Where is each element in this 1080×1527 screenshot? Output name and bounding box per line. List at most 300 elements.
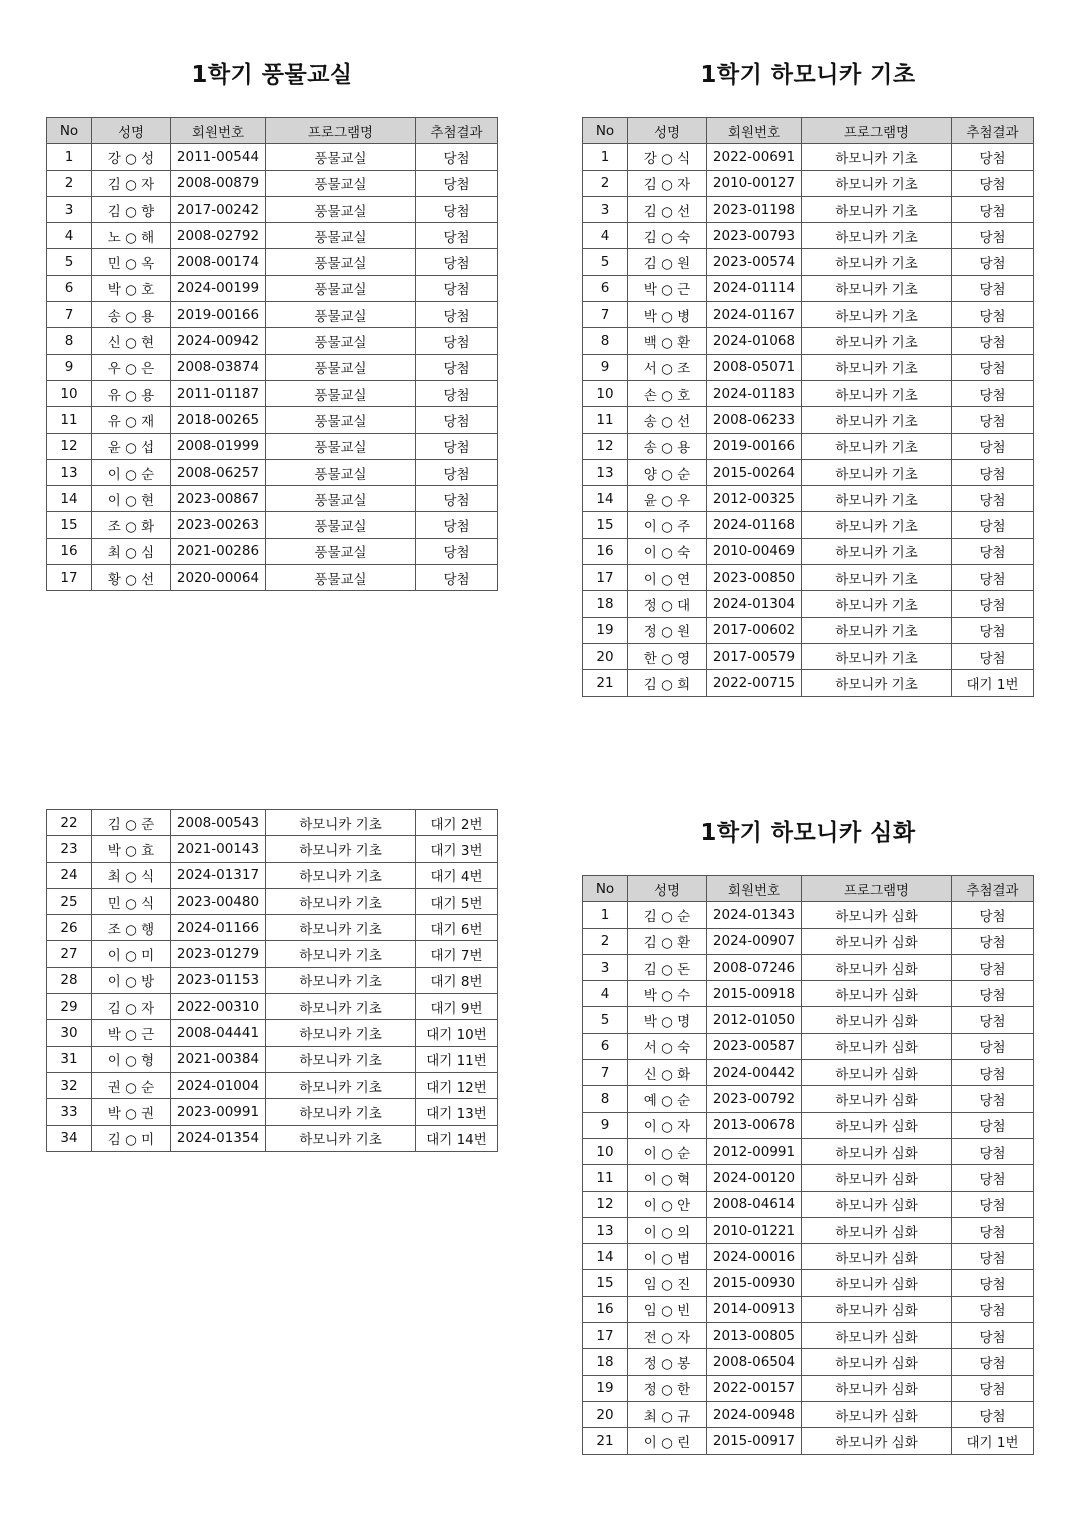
header-row bbox=[583, 118, 1034, 144]
table-row bbox=[583, 1270, 1034, 1296]
result-cell: 당첨 bbox=[952, 328, 1034, 354]
result-cell: 당첨 bbox=[952, 354, 1034, 380]
table-row bbox=[47, 354, 498, 380]
no-cell: 4 bbox=[47, 223, 92, 249]
table-row bbox=[583, 1060, 1034, 1086]
program-cell: 하모니카 심화 bbox=[802, 1191, 952, 1217]
member-id-cell: 2008-02792 bbox=[171, 223, 266, 249]
no-cell: 2 bbox=[583, 928, 628, 954]
member-id-cell: 2024-01168 bbox=[707, 512, 802, 538]
no-cell: 14 bbox=[47, 486, 92, 512]
member-id-cell: 2008-06233 bbox=[707, 407, 802, 433]
result-cell: 대기 5번 bbox=[416, 888, 498, 914]
name-cell: 이 ○ 현 bbox=[92, 486, 171, 512]
name-cell: 김 ○ 환 bbox=[628, 928, 707, 954]
table-row bbox=[583, 486, 1034, 512]
result-cell: 당첨 bbox=[416, 275, 498, 301]
no-cell: 23 bbox=[47, 836, 92, 862]
name-cell: 전 ○ 자 bbox=[628, 1323, 707, 1349]
name-cell: 민 ○ 식 bbox=[92, 888, 171, 914]
member-id-cell: 2008-04441 bbox=[171, 1020, 266, 1046]
program-cell: 하모니카 심화 bbox=[802, 1323, 952, 1349]
result-cell: 당첨 bbox=[416, 354, 498, 380]
program-cell: 풍물교실 bbox=[266, 538, 416, 564]
name-cell: 김 ○ 자 bbox=[628, 170, 707, 196]
result-cell: 당첨 bbox=[952, 302, 1034, 328]
program-cell: 풍물교실 bbox=[266, 407, 416, 433]
name-cell: 이 ○ 형 bbox=[92, 1046, 171, 1072]
name-cell: 박 ○ 명 bbox=[628, 1007, 707, 1033]
result-cell: 당첨 bbox=[952, 275, 1034, 301]
no-cell: 15 bbox=[583, 1270, 628, 1296]
name-cell: 정 ○ 한 bbox=[628, 1375, 707, 1401]
table-row bbox=[583, 981, 1034, 1007]
member-id-cell: 2021-00286 bbox=[171, 538, 266, 564]
member-id-cell: 2015-00264 bbox=[707, 459, 802, 485]
name-cell: 양 ○ 순 bbox=[628, 459, 707, 485]
no-cell: 3 bbox=[47, 196, 92, 222]
name-cell: 김 ○ 원 bbox=[628, 249, 707, 275]
member-id-cell: 2023-00480 bbox=[171, 888, 266, 914]
member-id-cell: 2017-00579 bbox=[707, 643, 802, 669]
name-cell: 황 ○ 선 bbox=[92, 565, 171, 591]
member-id-cell: 2022-00691 bbox=[707, 144, 802, 170]
program-cell: 하모니카 기초 bbox=[266, 862, 416, 888]
name-cell: 임 ○ 진 bbox=[628, 1270, 707, 1296]
name-cell: 김 ○ 준 bbox=[92, 810, 171, 836]
result-cell: 당첨 bbox=[952, 1375, 1034, 1401]
name-cell: 강 ○ 성 bbox=[92, 144, 171, 170]
program-cell: 하모니카 기초 bbox=[802, 512, 952, 538]
table-row bbox=[583, 275, 1034, 301]
no-cell: 12 bbox=[47, 433, 92, 459]
result-cell: 대기 14번 bbox=[416, 1125, 498, 1151]
name-cell: 최 ○ 심 bbox=[92, 538, 171, 564]
table-row bbox=[47, 565, 498, 591]
table-row bbox=[583, 1428, 1034, 1454]
program-cell: 하모니카 기초 bbox=[266, 1046, 416, 1072]
name-cell: 이 ○ 범 bbox=[628, 1244, 707, 1270]
no-cell: 25 bbox=[47, 888, 92, 914]
result-cell: 당첨 bbox=[952, 981, 1034, 1007]
no-cell: 1 bbox=[583, 144, 628, 170]
table-row bbox=[583, 643, 1034, 669]
no-cell: 13 bbox=[583, 459, 628, 485]
program-cell: 하모니카 심화 bbox=[802, 1138, 952, 1164]
program-cell: 하모니카 심화 bbox=[802, 1060, 952, 1086]
program-cell: 하모니카 기초 bbox=[802, 223, 952, 249]
member-id-cell: 2008-00879 bbox=[171, 170, 266, 196]
member-id-cell: 2015-00918 bbox=[707, 981, 802, 1007]
name-cell: 이 ○ 미 bbox=[92, 941, 171, 967]
header-row bbox=[47, 118, 498, 144]
table-row bbox=[583, 1007, 1034, 1033]
result-cell: 당첨 bbox=[416, 223, 498, 249]
program-cell: 하모니카 기초 bbox=[266, 941, 416, 967]
member-id-cell: 2024-01343 bbox=[707, 902, 802, 928]
member-id-cell: 2024-01167 bbox=[707, 302, 802, 328]
result-cell: 당첨 bbox=[416, 433, 498, 459]
result-cell: 당첨 bbox=[952, 1138, 1034, 1164]
result-cell: 대기 8번 bbox=[416, 967, 498, 993]
member-id-cell: 2024-01317 bbox=[171, 862, 266, 888]
result-cell: 당첨 bbox=[416, 538, 498, 564]
table-row bbox=[583, 538, 1034, 564]
member-id-cell: 2017-00602 bbox=[707, 617, 802, 643]
no-cell: 27 bbox=[47, 941, 92, 967]
table-row bbox=[583, 1138, 1034, 1164]
result-cell: 당첨 bbox=[416, 459, 498, 485]
member-id-cell: 2023-00263 bbox=[171, 512, 266, 538]
program-cell: 하모니카 기초 bbox=[266, 967, 416, 993]
member-id-cell: 2012-00325 bbox=[707, 486, 802, 512]
program-cell: 하모니카 기초 bbox=[802, 617, 952, 643]
result-cell: 당첨 bbox=[952, 1217, 1034, 1243]
member-id-cell: 2021-00384 bbox=[171, 1046, 266, 1072]
no-cell: 3 bbox=[583, 954, 628, 980]
no-cell: 19 bbox=[583, 617, 628, 643]
no-cell: 13 bbox=[47, 459, 92, 485]
section-title-harmonica-advanced: 1학기 하모니카 심화 bbox=[700, 820, 916, 846]
column-header: 프로그램명 bbox=[266, 118, 416, 144]
table-row bbox=[47, 810, 498, 836]
program-cell: 하모니카 기초 bbox=[802, 591, 952, 617]
no-cell: 8 bbox=[47, 328, 92, 354]
program-cell: 하모니카 심화 bbox=[802, 1217, 952, 1243]
program-cell: 하모니카 기초 bbox=[802, 275, 952, 301]
no-cell: 34 bbox=[47, 1125, 92, 1151]
name-cell: 조 ○ 화 bbox=[92, 512, 171, 538]
table-row bbox=[583, 670, 1034, 696]
result-cell: 당첨 bbox=[416, 170, 498, 196]
name-cell: 서 ○ 숙 bbox=[628, 1033, 707, 1059]
no-cell: 17 bbox=[47, 565, 92, 591]
name-cell: 이 ○ 안 bbox=[628, 1191, 707, 1217]
no-cell: 26 bbox=[47, 915, 92, 941]
member-id-cell: 2010-00469 bbox=[707, 538, 802, 564]
column-header: 회원번호 bbox=[171, 118, 266, 144]
no-cell: 10 bbox=[583, 1138, 628, 1164]
result-cell: 당첨 bbox=[952, 902, 1034, 928]
column-header: No bbox=[47, 118, 92, 144]
no-cell: 28 bbox=[47, 967, 92, 993]
program-cell: 하모니카 심화 bbox=[802, 1401, 952, 1427]
member-id-cell: 2019-00166 bbox=[707, 433, 802, 459]
no-cell: 14 bbox=[583, 1244, 628, 1270]
program-cell: 하모니카 심화 bbox=[802, 928, 952, 954]
table-row bbox=[583, 459, 1034, 485]
table-row bbox=[583, 954, 1034, 980]
no-cell: 4 bbox=[583, 981, 628, 1007]
name-cell: 정 ○ 원 bbox=[628, 617, 707, 643]
name-cell: 정 ○ 봉 bbox=[628, 1349, 707, 1375]
result-cell: 당첨 bbox=[952, 249, 1034, 275]
no-cell: 15 bbox=[583, 512, 628, 538]
result-cell: 당첨 bbox=[416, 328, 498, 354]
member-id-cell: 2013-00805 bbox=[707, 1323, 802, 1349]
member-id-cell: 2024-01183 bbox=[707, 380, 802, 406]
member-id-cell: 2019-00166 bbox=[171, 302, 266, 328]
program-cell: 하모니카 기초 bbox=[266, 994, 416, 1020]
program-cell: 하모니카 심화 bbox=[802, 1086, 952, 1112]
program-cell: 하모니카 기초 bbox=[266, 1125, 416, 1151]
name-cell: 송 ○ 선 bbox=[628, 407, 707, 433]
program-cell: 풍물교실 bbox=[266, 486, 416, 512]
table-row bbox=[47, 941, 498, 967]
result-cell: 대기 1번 bbox=[952, 1428, 1034, 1454]
program-cell: 하모니카 기초 bbox=[266, 1099, 416, 1125]
table-row bbox=[47, 380, 498, 406]
member-id-cell: 2024-01166 bbox=[171, 915, 266, 941]
no-cell: 2 bbox=[47, 170, 92, 196]
program-cell: 하모니카 심화 bbox=[802, 1296, 952, 1322]
no-cell: 5 bbox=[583, 1007, 628, 1033]
section-title-harmonica-basic: 1학기 하모니카 기초 bbox=[700, 62, 916, 88]
result-cell: 당첨 bbox=[952, 486, 1034, 512]
column-header: 회원번호 bbox=[707, 876, 802, 902]
result-cell: 당첨 bbox=[416, 302, 498, 328]
result-cell: 당첨 bbox=[416, 512, 498, 538]
table-row bbox=[583, 1217, 1034, 1243]
no-cell: 29 bbox=[47, 994, 92, 1020]
no-cell: 9 bbox=[583, 1112, 628, 1138]
result-cell: 당첨 bbox=[952, 1007, 1034, 1033]
table-row bbox=[47, 144, 498, 170]
program-cell: 풍물교실 bbox=[266, 328, 416, 354]
table-row bbox=[47, 223, 498, 249]
table-row bbox=[583, 1296, 1034, 1322]
program-cell: 하모니카 심화 bbox=[802, 1007, 952, 1033]
no-cell: 6 bbox=[47, 275, 92, 301]
member-id-cell: 2008-01999 bbox=[171, 433, 266, 459]
name-cell: 백 ○ 환 bbox=[628, 328, 707, 354]
table-row bbox=[47, 888, 498, 914]
name-cell: 박 ○ 근 bbox=[628, 275, 707, 301]
column-header: 추첨결과 bbox=[416, 118, 498, 144]
member-id-cell: 2023-01279 bbox=[171, 941, 266, 967]
table-row bbox=[583, 302, 1034, 328]
result-cell: 당첨 bbox=[952, 512, 1034, 538]
name-cell: 강 ○ 식 bbox=[628, 144, 707, 170]
no-cell: 6 bbox=[583, 275, 628, 301]
program-cell: 하모니카 심화 bbox=[802, 1112, 952, 1138]
table-row bbox=[47, 967, 498, 993]
result-cell: 당첨 bbox=[952, 407, 1034, 433]
name-cell: 이 ○ 순 bbox=[628, 1138, 707, 1164]
program-cell: 하모니카 기초 bbox=[802, 196, 952, 222]
no-cell: 5 bbox=[583, 249, 628, 275]
program-cell: 하모니카 기초 bbox=[802, 170, 952, 196]
result-cell: 당첨 bbox=[952, 1191, 1034, 1217]
program-cell: 하모니카 기초 bbox=[802, 538, 952, 564]
no-cell: 22 bbox=[47, 810, 92, 836]
member-id-cell: 2013-00678 bbox=[707, 1112, 802, 1138]
table-row bbox=[583, 144, 1034, 170]
member-id-cell: 2024-01004 bbox=[171, 1072, 266, 1098]
no-cell: 9 bbox=[583, 354, 628, 380]
no-cell: 33 bbox=[47, 1099, 92, 1125]
table-row bbox=[583, 433, 1034, 459]
result-cell: 당첨 bbox=[952, 617, 1034, 643]
name-cell: 노 ○ 해 bbox=[92, 223, 171, 249]
program-cell: 하모니카 기초 bbox=[802, 643, 952, 669]
program-cell: 풍물교실 bbox=[266, 249, 416, 275]
no-cell: 31 bbox=[47, 1046, 92, 1072]
result-cell: 대기 7번 bbox=[416, 941, 498, 967]
name-cell: 김 ○ 순 bbox=[628, 902, 707, 928]
table-row bbox=[583, 1165, 1034, 1191]
program-cell: 하모니카 기초 bbox=[266, 915, 416, 941]
member-id-cell: 2017-00242 bbox=[171, 196, 266, 222]
name-cell: 박 ○ 효 bbox=[92, 836, 171, 862]
program-cell: 하모니카 기초 bbox=[802, 328, 952, 354]
column-header: 성명 bbox=[92, 118, 171, 144]
name-cell: 박 ○ 권 bbox=[92, 1099, 171, 1125]
program-cell: 하모니카 기초 bbox=[802, 144, 952, 170]
table-harmonica-advanced bbox=[582, 875, 1034, 1455]
name-cell: 임 ○ 빈 bbox=[628, 1296, 707, 1322]
result-cell: 대기 6번 bbox=[416, 915, 498, 941]
member-id-cell: 2023-00867 bbox=[171, 486, 266, 512]
no-cell: 17 bbox=[583, 1323, 628, 1349]
result-cell: 대기 13번 bbox=[416, 1099, 498, 1125]
result-cell: 당첨 bbox=[952, 433, 1034, 459]
name-cell: 박 ○ 병 bbox=[628, 302, 707, 328]
name-cell: 이 ○ 주 bbox=[628, 512, 707, 538]
no-cell: 7 bbox=[583, 302, 628, 328]
member-id-cell: 2015-00917 bbox=[707, 1428, 802, 1454]
name-cell: 권 ○ 순 bbox=[92, 1072, 171, 1098]
member-id-cell: 2015-00930 bbox=[707, 1270, 802, 1296]
column-header: No bbox=[583, 118, 628, 144]
table-row bbox=[47, 275, 498, 301]
no-cell: 1 bbox=[47, 144, 92, 170]
name-cell: 최 ○ 식 bbox=[92, 862, 171, 888]
table-row bbox=[47, 1046, 498, 1072]
member-id-cell: 2023-01198 bbox=[707, 196, 802, 222]
name-cell: 송 ○ 용 bbox=[92, 302, 171, 328]
name-cell: 이 ○ 린 bbox=[628, 1428, 707, 1454]
result-cell: 당첨 bbox=[952, 1401, 1034, 1427]
result-cell: 대기 2번 bbox=[416, 810, 498, 836]
table-harmonica-basic-continued bbox=[46, 809, 498, 1152]
program-cell: 하모니카 심화 bbox=[802, 1349, 952, 1375]
no-cell: 10 bbox=[47, 380, 92, 406]
member-id-cell: 2024-00199 bbox=[171, 275, 266, 301]
result-cell: 당첨 bbox=[952, 170, 1034, 196]
result-cell: 당첨 bbox=[952, 1323, 1034, 1349]
name-cell: 박 ○ 호 bbox=[92, 275, 171, 301]
member-id-cell: 2008-06504 bbox=[707, 1349, 802, 1375]
table-row bbox=[583, 380, 1034, 406]
program-cell: 하모니카 기초 bbox=[802, 354, 952, 380]
no-cell: 7 bbox=[583, 1060, 628, 1086]
table-row bbox=[583, 1375, 1034, 1401]
program-cell: 풍물교실 bbox=[266, 170, 416, 196]
program-cell: 풍물교실 bbox=[266, 512, 416, 538]
result-cell: 대기 3번 bbox=[416, 836, 498, 862]
column-header: 추첨결과 bbox=[952, 876, 1034, 902]
program-cell: 하모니카 심화 bbox=[802, 902, 952, 928]
table-row bbox=[47, 862, 498, 888]
no-cell: 20 bbox=[583, 1401, 628, 1427]
no-cell: 18 bbox=[583, 1349, 628, 1375]
result-cell: 당첨 bbox=[952, 1112, 1034, 1138]
member-id-cell: 2010-01221 bbox=[707, 1217, 802, 1243]
table-row bbox=[47, 994, 498, 1020]
table-row bbox=[583, 1086, 1034, 1112]
result-cell: 당첨 bbox=[416, 565, 498, 591]
no-cell: 3 bbox=[583, 196, 628, 222]
no-cell: 13 bbox=[583, 1217, 628, 1243]
program-cell: 하모니카 기초 bbox=[266, 836, 416, 862]
result-cell: 당첨 bbox=[952, 565, 1034, 591]
name-cell: 신 ○ 현 bbox=[92, 328, 171, 354]
table-row bbox=[47, 915, 498, 941]
header-row bbox=[583, 876, 1034, 902]
table-row bbox=[47, 249, 498, 275]
name-cell: 김 ○ 자 bbox=[92, 170, 171, 196]
member-id-cell: 2024-01114 bbox=[707, 275, 802, 301]
program-cell: 하모니카 기초 bbox=[802, 670, 952, 696]
member-id-cell: 2008-07246 bbox=[707, 954, 802, 980]
program-cell: 풍물교실 bbox=[266, 144, 416, 170]
name-cell: 이 ○ 순 bbox=[92, 459, 171, 485]
no-cell: 11 bbox=[583, 407, 628, 433]
no-cell: 16 bbox=[47, 538, 92, 564]
table-row bbox=[47, 512, 498, 538]
result-cell: 당첨 bbox=[952, 1086, 1034, 1112]
table-row bbox=[583, 902, 1034, 928]
name-cell: 예 ○ 순 bbox=[628, 1086, 707, 1112]
result-cell: 당첨 bbox=[416, 407, 498, 433]
member-id-cell: 2008-05071 bbox=[707, 354, 802, 380]
no-cell: 2 bbox=[583, 170, 628, 196]
program-cell: 풍물교실 bbox=[266, 433, 416, 459]
program-cell: 풍물교실 bbox=[266, 196, 416, 222]
result-cell: 대기 4번 bbox=[416, 862, 498, 888]
name-cell: 유 ○ 용 bbox=[92, 380, 171, 406]
program-cell: 하모니카 심화 bbox=[802, 1033, 952, 1059]
program-cell: 풍물교실 bbox=[266, 223, 416, 249]
table-row bbox=[47, 459, 498, 485]
column-header: 성명 bbox=[628, 876, 707, 902]
name-cell: 김 ○ 숙 bbox=[628, 223, 707, 249]
result-cell: 당첨 bbox=[952, 459, 1034, 485]
program-cell: 하모니카 심화 bbox=[802, 1270, 952, 1296]
member-id-cell: 2008-00174 bbox=[171, 249, 266, 275]
program-cell: 하모니카 기초 bbox=[266, 888, 416, 914]
program-cell: 하모니카 기초 bbox=[802, 249, 952, 275]
section-title-pungmul: 1학기 풍물교실 bbox=[191, 62, 353, 88]
result-cell: 당첨 bbox=[952, 591, 1034, 617]
program-cell: 풍물교실 bbox=[266, 459, 416, 485]
no-cell: 10 bbox=[583, 380, 628, 406]
name-cell: 이 ○ 방 bbox=[92, 967, 171, 993]
result-cell: 당첨 bbox=[952, 1060, 1034, 1086]
member-id-cell: 2012-01050 bbox=[707, 1007, 802, 1033]
member-id-cell: 2008-00543 bbox=[171, 810, 266, 836]
no-cell: 16 bbox=[583, 1296, 628, 1322]
result-cell: 당첨 bbox=[952, 144, 1034, 170]
table-row bbox=[47, 407, 498, 433]
name-cell: 이 ○ 의 bbox=[628, 1217, 707, 1243]
table-pungmul bbox=[46, 117, 498, 591]
table-row bbox=[583, 1033, 1034, 1059]
table-row bbox=[583, 512, 1034, 538]
column-header: 추첨결과 bbox=[952, 118, 1034, 144]
no-cell: 16 bbox=[583, 538, 628, 564]
